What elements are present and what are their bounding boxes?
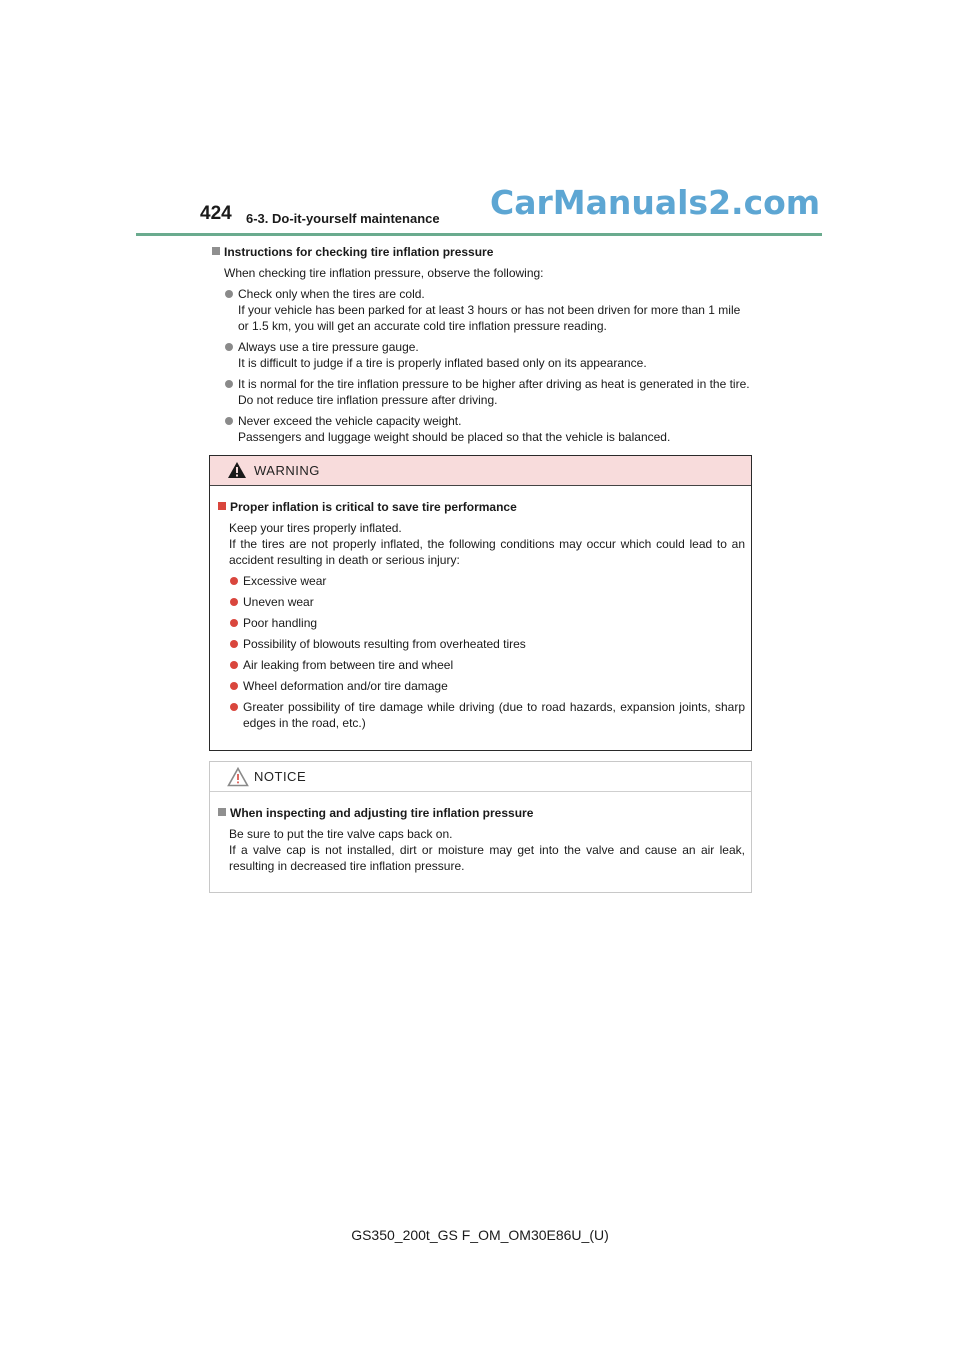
list-item: Possibility of blowouts resulting from overheated tires — [229, 636, 745, 652]
list-item: Always use a tire pressure gauge. It is difficult to judge if a tire is properly inflated based only on its appearance. — [224, 339, 752, 371]
checking-list — [224, 286, 752, 445]
warning-intro: Keep your tires properly inflated. If the tires are not properly inflated, the following conditions may occur which could lead to an accident resulting in death or serious injury: — [229, 521, 745, 567]
bullet-dot-icon — [225, 343, 233, 351]
checking-intro: When checking tire inflation pressure, observe the following: — [224, 266, 544, 280]
bullet-dot-icon — [230, 577, 238, 585]
bullet-dot-icon — [230, 598, 238, 606]
warning-list — [229, 573, 745, 731]
list-item: Never exceed the vehicle capacity weight. Passengers and luggage weight should be placed so that the vehicle is balanced. — [224, 413, 752, 445]
warning-body — [210, 486, 751, 731]
warning-label: WARNING — [254, 463, 320, 478]
checking-heading: Instructions for checking tire inflation pressure — [212, 244, 752, 260]
warning-heading: Proper inflation is critical to save tire performance — [218, 499, 745, 515]
bullet-dot-icon — [225, 290, 233, 298]
warning-header — [210, 456, 751, 486]
bullet-dot-icon — [230, 640, 238, 648]
watermark-logo[interactable]: CarManuals2.com — [490, 183, 821, 222]
document-code: GS350_200t_GS F_OM_OM30E86U_(U) — [351, 1227, 609, 1243]
list-item: Wheel deformation and/or tire damage — [229, 678, 745, 694]
notice-body — [210, 792, 751, 874]
notice-box — [209, 761, 752, 893]
notice-header — [210, 762, 751, 792]
checking-section — [212, 244, 752, 450]
notice-heading: When inspecting and adjusting tire inflation pressure — [218, 805, 745, 821]
bullet-dot-icon — [230, 619, 238, 627]
page-number: 424 — [200, 203, 232, 224]
list-item: Air leaking from between tire and wheel — [229, 657, 745, 673]
bullet-dot-icon — [225, 417, 233, 425]
list-item: Poor handling — [229, 615, 745, 631]
warning-triangle-icon — [227, 461, 247, 479]
notice-intro: Be sure to put the tire valve caps back on. If a valve cap is not installed, dirt or moisture may get into the valve and cause an air leak, resulting in decreased tire inflation pressure. — [229, 827, 745, 873]
bullet-dot-icon — [225, 380, 233, 388]
header-rule — [136, 233, 822, 236]
notice-label: NOTICE — [254, 769, 307, 784]
square-bullet-icon — [218, 808, 226, 816]
bullet-dot-icon — [230, 661, 238, 669]
square-bullet-icon — [218, 502, 226, 510]
list-item: Check only when the tires are cold. If your vehicle has been parked for at least 3 hours or has not been driven for more than 1 mile or 1.5 km, you will get an accurate cold tire inflation pressure reading. — [224, 286, 752, 334]
list-item: Excessive wear — [229, 573, 745, 589]
warning-box — [209, 455, 752, 751]
bullet-dot-icon — [230, 703, 238, 711]
square-bullet-icon — [212, 247, 220, 255]
list-item: Greater possibility of tire damage while driving (due to road hazards, expansion joints, sharp edges in the road, etc.) — [229, 699, 745, 731]
caution-triangle-icon — [227, 767, 249, 787]
bullet-dot-icon — [230, 682, 238, 690]
list-item: Uneven wear — [229, 594, 745, 610]
section-title: 6-3. Do-it-yourself maintenance — [246, 211, 440, 226]
list-item: It is normal for the tire inflation pressure to be higher after driving as heat is generated in the tire. Do not reduce tire inflation pressure after driving. — [224, 376, 752, 408]
